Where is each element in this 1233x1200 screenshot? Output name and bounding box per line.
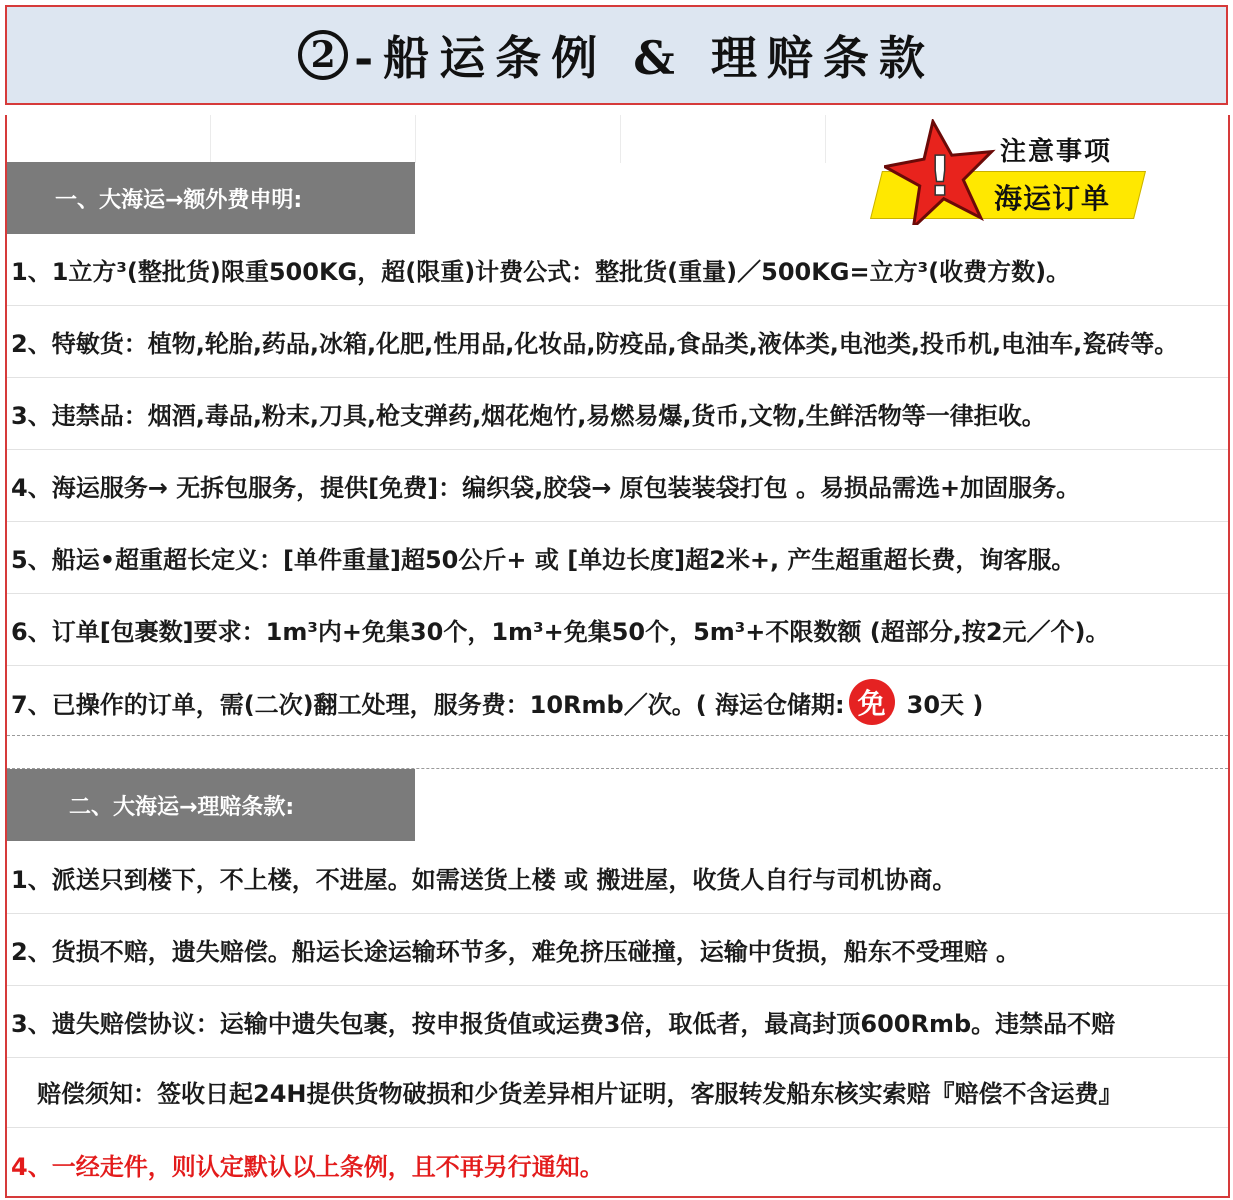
notice-badge	[876, 117, 1144, 225]
section-header-claims	[7, 769, 415, 841]
list-item: 3、遗失赔偿协议：运输中遗失包裹，按申报货值或运费3倍，取低者，最高封顶600Rmb。违禁品不赔	[7, 986, 1228, 1058]
warning-star-icon	[884, 119, 996, 225]
list-item: 1、1立方³(整批货)限重500KG，超(限重)计费公式：整批货(重量)／500KG=立方³(收费方数)。	[7, 234, 1228, 306]
section-header-fees	[7, 162, 415, 234]
list-item: 6、订单[包裹数]要求：1m³内+免集30个，1m³+免集50个，5m³+不限数额 (超部分,按2元／个)。	[7, 594, 1228, 666]
warning-mark: !	[927, 145, 953, 208]
page-header	[5, 5, 1228, 105]
page-title-text: -船运条例 & 理赔条款	[354, 31, 935, 85]
section-title: 一、大海运→额外费申明:	[55, 187, 303, 213]
list-item: 5、船运•超重超长定义：[单件重量]超50公斤+ 或 [单边长度]超2米+, 产生超重超长费，询客服。	[7, 522, 1228, 594]
divider	[7, 735, 1228, 736]
badge-subtitle: 海运订单	[994, 182, 1111, 215]
list-item: 3、违禁品：烟酒,毒品,粉末,刀具,枪支弹药,烟花炮竹,易燃易爆,货币,文物,生鲜活物等一律拒收。	[7, 378, 1228, 450]
list-item-note: 赔偿须知：签收日起24H提供货物破损和少货差异相片证明，客服转发船东核实索赔『赔偿不含运费』	[7, 1056, 1228, 1128]
list-item-storage	[7, 666, 1228, 738]
list-item: 2、货损不赔，遗失赔偿。船运长途运输环节多，难免挤压碰撞，运输中货损，船东不受理赔 。	[7, 914, 1228, 986]
free-badge: 免	[849, 679, 895, 725]
badge-title: 注意事项	[1000, 137, 1113, 167]
final-notice: 4、一经走件，则认定默认以上条例，且不再另行通知。	[11, 1152, 604, 1181]
page-title	[298, 22, 935, 88]
list-item-text: 7、已操作的订单，需(二次)翻工处理，服务费：10Rmb／次。( 海运仓储期:	[11, 690, 845, 719]
list-item-suffix: 30天 )	[906, 690, 984, 719]
list-item: 4、海运服务→ 无拆包服务，提供[免费]：编织袋,胶袋→ 原包装装袋打包 。易损品需选+加固服务。	[7, 450, 1228, 522]
section-title: 二、大海运→理赔条款:	[69, 794, 295, 820]
list-item: 2、特敏货：植物,轮胎,药品,冰箱,化肥,性用品,化妆品,防疫品,食品类,液体类,电池类,投币机,电油车,瓷砖等。	[7, 306, 1228, 378]
circled-number: 2	[298, 30, 348, 80]
list-item: 1、派送只到楼下，不上楼，不进屋。如需送货上楼 或 搬进屋，收货人自行与司机协商。	[7, 842, 1228, 914]
